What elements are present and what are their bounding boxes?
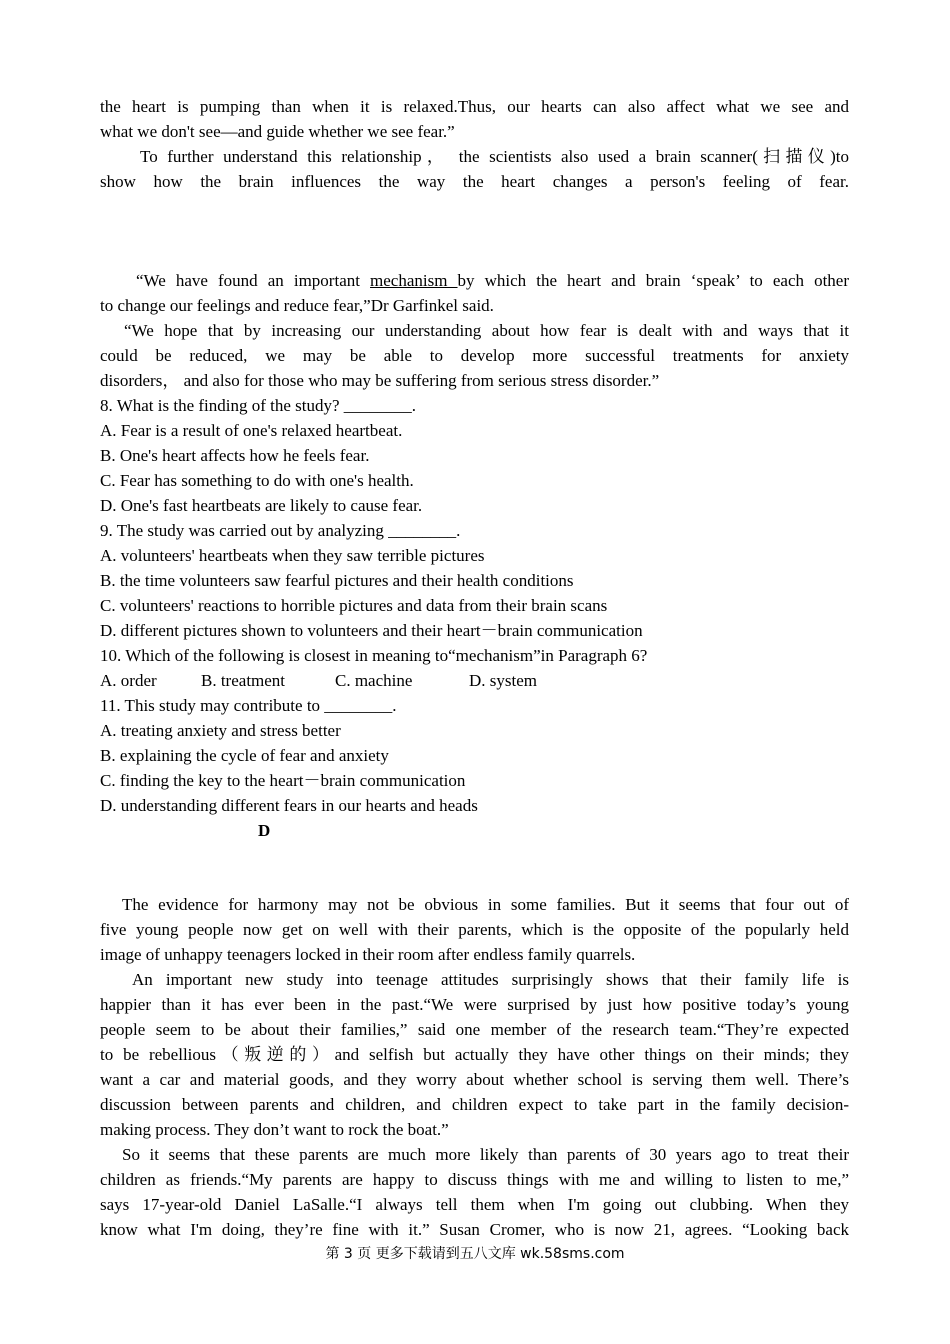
underlined-word-mechanism: mechanism — [370, 271, 458, 290]
option-a: A. volunteers' heartbeats when they saw terrible pictures — [100, 546, 485, 565]
page-footer: 第 3 页 更多下载请到五八文库 wk.58sms.com — [325, 1246, 625, 1262]
text-line: know what I'm doing, they’re fine with it.” Susan Cromer, who is now 21, agrees. “Looking back — [100, 1220, 849, 1239]
text-line — [100, 268, 849, 293]
text-line: what we don't see—and guide whether we see fear.” — [100, 122, 455, 141]
option-a: A. treating anxiety and stress better — [100, 721, 341, 740]
text-line: to be rebellious（叛逆的）and selfish but actually they have other things on their minds; they — [100, 1045, 849, 1064]
option-b: B. the time volunteers saw fearful pictures and their health conditions — [100, 571, 574, 590]
option-d: D. system — [469, 671, 537, 690]
text-line: disorders， and also for those who may be suffering from serious stress disorder.” — [100, 371, 660, 390]
text-line: making process. They don’t want to rock the boat.” — [100, 1120, 449, 1139]
text-line: “We hope that by increasing our understanding about how fear is dealt with and ways that it — [124, 321, 849, 340]
paragraph-new-study — [100, 967, 849, 1142]
text-span: “We have found an important — [136, 271, 371, 290]
text-line: to change our feelings and reduce fear,”Dr Garfinkel said. — [100, 296, 494, 315]
option-d: D. different pictures shown to volunteers and their heart－brain communication — [100, 621, 643, 640]
text-line: show how the brain influences the way the heart changes a person's feeling of fear. — [100, 172, 849, 191]
paragraph-harmony — [100, 892, 849, 967]
option-b: B. treatment — [201, 671, 286, 690]
text-line: people seem to be about their families,” said one member of the research team.“They’re expected — [100, 1020, 849, 1039]
text-line: An important new study into teenage attitudes surprisingly shows that their family life is — [132, 970, 849, 989]
option-c: C. finding the key to the heart－brain communication — [100, 771, 466, 790]
question-stem: 8. What is the finding of the study? ________. — [100, 396, 417, 415]
text-span: by which the heart and brain ‘speak’ to each other — [457, 271, 849, 290]
text-line: discussion between parents and children, and children expect to take part in the family decision- — [100, 1095, 849, 1114]
option-a: A. Fear is a result of one's relaxed heartbeat. — [100, 421, 403, 440]
paragraph-brain-scanner — [100, 144, 849, 194]
text-line: children as friends.“My parents are happy to discuss things with me and willing to listen to me,” — [100, 1170, 849, 1189]
options-row — [100, 668, 849, 693]
text-line: To further understand this relationship， the scientists also used a brain scanner(扫描仪)to — [140, 147, 849, 166]
text-line: could be reduced, we may be able to develop more successful treatments for anxiety — [100, 346, 849, 365]
text-line: the heart is pumping than when it is relaxed.Thus, our hearts can also affect what we see and — [100, 97, 849, 116]
question-8 — [100, 393, 849, 518]
question-9 — [100, 518, 849, 643]
paragraph-mechanism — [100, 268, 849, 318]
blank-space — [100, 194, 849, 268]
option-b: B. One's heart affects how he feels fear. — [100, 446, 370, 465]
option-c: C. volunteers' reactions to horrible pictures and data from their brain scans — [100, 596, 608, 615]
text-line: want a car and material goods, and they worry about whether school is serving them well. There’s — [100, 1070, 849, 1089]
paragraph-parents-friends — [100, 1142, 849, 1242]
text-line: image of unhappy teenagers locked in their room after endless family quarrels. — [100, 945, 636, 964]
text-line: five young people now get on well with their parents, which is the opposite of the popularly held — [100, 920, 849, 939]
text-line: So it seems that these parents are much more likely than parents of 30 years ago to treat their — [122, 1145, 849, 1164]
text-line: says 17-year-old Daniel LaSalle.“I always tell them when I'm going out clubbing. When they — [100, 1195, 849, 1214]
option-d: D. understanding different fears in our hearts and heads — [100, 796, 478, 815]
document-page — [100, 94, 849, 1242]
paragraph-hope — [100, 318, 849, 393]
text-line: The evidence for harmony may not be obvious in some families. But it seems that four out of — [122, 895, 849, 914]
question-stem: 9. The study was carried out by analyzing ________. — [100, 521, 461, 540]
question-stem: 11. This study may contribute to ________. — [100, 696, 397, 715]
paragraph-heart-relaxed — [100, 94, 849, 144]
option-b: B. explaining the cycle of fear and anxiety — [100, 746, 389, 765]
blank-space — [100, 843, 849, 892]
option-d: D. One's fast heartbeats are likely to cause fear. — [100, 496, 423, 515]
question-10 — [100, 643, 849, 693]
option-c: C. machine — [335, 671, 413, 690]
question-11 — [100, 693, 849, 818]
section-heading-d: D — [258, 821, 271, 840]
text-line: happier than it has ever been in the past.“We were surprised by just how positive today’s young — [100, 995, 849, 1014]
question-stem: 10. Which of the following is closest in meaning to“mechanism”in Paragraph 6? — [100, 646, 648, 665]
option-c: C. Fear has something to do with one's health. — [100, 471, 414, 490]
option-a: A. order — [100, 671, 157, 690]
